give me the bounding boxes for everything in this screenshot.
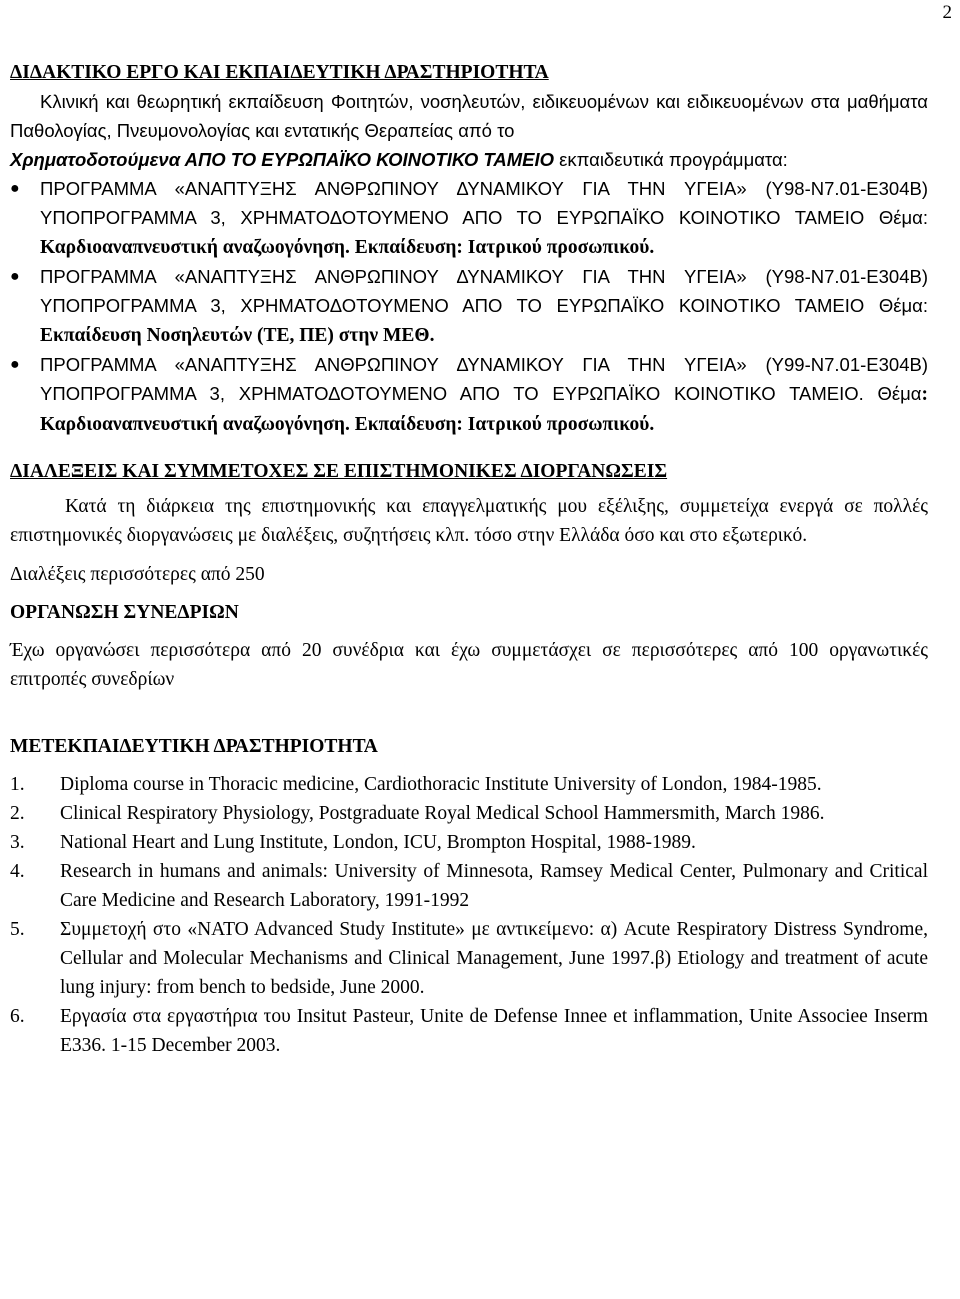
teaching-intro: Κλινική και θεωρητική εκπαίδευση Φοιτητών, νοσηλευτών, ειδικευομένων και ειδικευομένων στα μαθήματα Παθολογίας, Πνευμονολογίας και εντατικής Θεραπείας από το [10,91,928,141]
list-item-number: 6. [10,1006,25,1027]
list-item [10,915,928,1002]
program-text: ΠΡΟΓΡΑΜΜΑ «ΑΝΑΠΤΥΞΗΣ ΑΝΘΡΩΠΙΝΟΥ ΔΥΝΑΜΙΚΟΥ ΓΙΑ ΤΗΝ ΥΓΕΙΑ» (Υ98-Ν7.01-Ε304Β) ΥΠΟΠΡΟΓΡΑΜΜΑ 3, ΧΡΗΜΑΤΟΔΟΤΟΥΜΕΝΟ ΑΠΟ ΤΟ ΕΥΡΩΠΑΪΚΟ ΚΟΙΝΟΤΙΚΟ ΤΑΜΕΙΟ Θέμα: [40,178,928,228]
postgraduate-list [10,770,928,1060]
funded-programs-line [10,145,928,174]
program-topic: : Καρδιοαναπνευστική αναζωογόνηση. Εκπαίδευση: Ιατρικού προσωπικού. [40,384,928,435]
lectures-heading: ΔΙΑΛΕΞΕΙΣ ΚΑΙ ΣΥΜΜΕΤΟΧΕΣ ΣΕ ΕΠΙΣΤΗΜΟΝΙΚΕΣ ΔΙΟΡΓΑΝΩΣΕΙΣ [10,461,668,482]
program-topic: Καρδιοαναπνευστική αναζωογόνηση. Εκπαίδευση: Ιατρικού προσωπικού. [40,237,655,258]
list-item-number: 2. [10,803,25,824]
conferences-paragraph: Έχω οργανώσει περισσότερα από 20 συνέδρια και έχω συμμετάσχει σε περισσότερες από 100 οργανωτικές επιτροπές συνεδρίων [10,640,928,690]
teaching-section [10,58,928,439]
program-item [10,262,928,350]
list-item-number: 3. [10,832,25,853]
program-topic: Εκπαίδευση Νοσηλευτών (ΤΕ, ΠΕ) στην ΜΕΘ. [40,325,435,346]
bullet-icon: ● [10,180,20,197]
list-item-number: 5. [10,919,25,940]
postgraduate-section [10,732,928,1060]
list-item-text: Research in humans and animals: University of Minnesota, Ramsey Medical Center, Pulmonary and Critical Care Medicine and Research Laboratory, 1991-1992 [60,861,928,911]
list-item [10,1002,928,1060]
list-item-text: Clinical Respiratory Physiology, Postgraduate Royal Medical School Hammersmith, March 1986. [60,803,825,824]
program-item [10,174,928,262]
lectures-count: Διαλέξεις περισσότερες από 250 [10,564,265,585]
conferences-heading: ΟΡΓΑΝΩΣΗ ΣΥΝΕΔΡΙΩΝ [10,602,239,623]
list-item-text: Εργασία στα εργαστήρια του Insitut Pasteur, Unite de Defense Innee et inflammation, Unite Associee Inserm E336. 1-15 December 2003. [60,1006,928,1056]
program-text: ΠΡΟΓΡΑΜΜΑ «ΑΝΑΠΤΥΞΗΣ ΑΝΘΡΩΠΙΝΟΥ ΔΥΝΑΜΙΚΟΥ ΓΙΑ ΤΗΝ ΥΓΕΙΑ» (Υ98-Ν7.01-Ε304Β) ΥΠΟΠΡΟΓΡΑΜΜΑ 3, ΧΡΗΜΑΤΟΔΟΤΟΥΜΕΝΟ ΑΠΟ ΤΟ ΕΥΡΩΠΑΪΚΟ ΚΟΙΝΟΤΙΚΟ ΤΑΜΕΙΟ Θέμα: [40,266,928,316]
lectures-section [10,457,928,589]
list-item-text: National Heart and Lung Institute, London, ICU, Brompton Hospital, 1988-1989. [60,832,696,853]
document-body [10,58,928,1060]
funded-label: Χρηματοδοτούμενα ΑΠΟ ΤΟ ΕΥΡΩΠΑΪΚΟ ΚΟΙΝΟΤΙΚΟ ΤΑΜΕΙΟ [10,149,554,170]
teaching-heading: ΔΙΔΑΚΤΙΚΟ ΕΡΓΟ ΚΑΙ ΕΚΠΑΙΔΕΥΤΙΚΗ ΔΡΑΣΤΗΡΙΟΤΗΤΑ [10,62,549,83]
funded-rest: εκπαιδευτικά προγράμματα: [553,149,788,170]
page-number: 2 [942,2,952,23]
postgraduate-heading: ΜΕΤΕΚΠΑΙΔΕΥΤΙΚΗ ΔΡΑΣΤΗΡΙΟΤΗΤΑ [10,736,378,757]
list-item [10,770,928,799]
conferences-section [10,598,928,694]
program-text: ΠΡΟΓΡΑΜΜΑ «ΑΝΑΠΤΥΞΗΣ ΑΝΘΡΩΠΙΝΟΥ ΔΥΝΑΜΙΚΟΥ ΓΙΑ ΤΗΝ ΥΓΕΙΑ» (Υ99-Ν7.01-Ε304Β) ΥΠΟΠΡΟΓΡΑΜΜΑ 3, ΧΡΗΜΑΤΟΔΟΤΟΥΜΕΝΟ ΑΠΟ ΤΟ ΕΥΡΩΠΑΪΚΟ ΚΟΙΝΟΤΙΚΟ ΤΑΜΕΙΟ. Θέμα [40,354,928,404]
list-item [10,857,928,915]
list-item-number: 1. [10,774,25,795]
list-item-text: Diploma course in Thoracic medicine, Cardiothoracic Institute University of London, 1984-1985. [60,774,822,795]
bullet-icon: ● [10,268,20,285]
list-item [10,799,928,828]
lectures-paragraph: Κατά τη διάρκεια της επιστημονικής και επαγγελματικής μου εξέλιξης, συμμετείχα ενεργά σε πολλές επιστημονικές διοργανώσεις με διαλέξεις, συζητήσεις κλπ. τόσο στην Ελλάδα όσο και στο εξωτερικό. [10,496,928,546]
list-item [10,828,928,857]
bullet-icon: ● [10,356,20,373]
program-item [10,350,928,439]
list-item-number: 4. [10,861,25,882]
list-item-text: Συμμετοχή στο «NATO Advanced Study Institute» με αντικείμενο: α) Acute Respiratory Distress Syndrome, Cellular and Molecular Mechanisms and Clinical Management, June 1997.β) Etiology and treatment of acute lung injury: from bench to bedside, June 2000. [60,919,928,998]
